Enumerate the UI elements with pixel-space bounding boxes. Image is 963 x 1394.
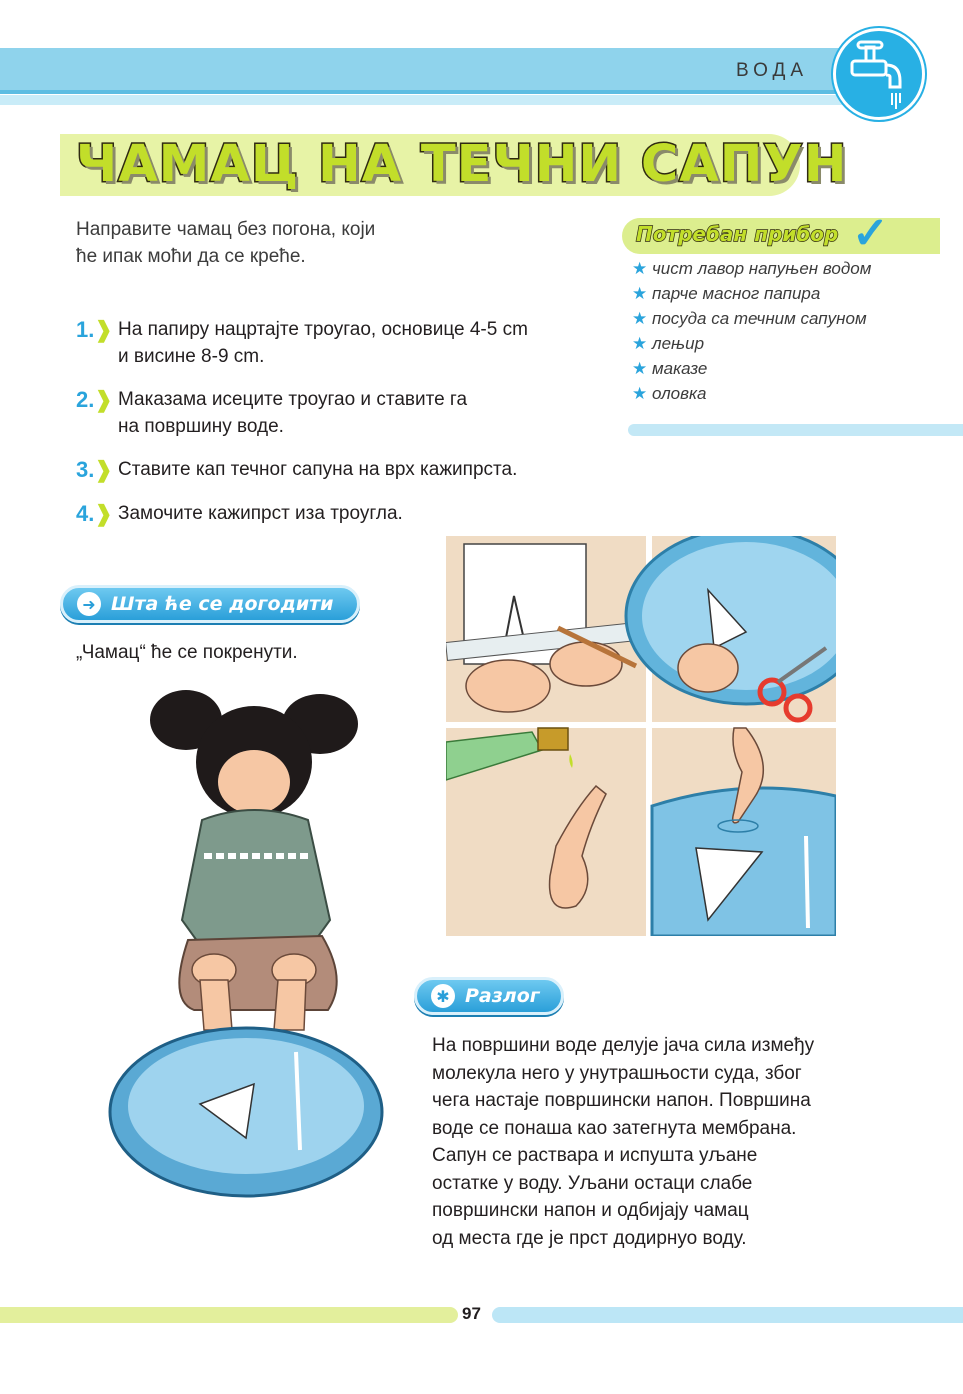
reason-line: чега настаје површински напон. Површина — [432, 1090, 811, 1111]
step-1 — [76, 316, 596, 370]
step-line: Ставите кап течног сапуна на врх кажипрста. — [118, 459, 518, 480]
star-icon: ★ — [632, 334, 648, 353]
step-number: 4.❱ — [76, 501, 113, 526]
section-label: ВОДА — [736, 60, 808, 81]
page-number: 97 — [462, 1304, 481, 1323]
header-bar-shadow — [0, 95, 860, 105]
step-number: 1.❱ — [76, 317, 113, 342]
list-item: ★ парче масног папира — [632, 281, 871, 306]
star-icon: ★ — [632, 309, 648, 328]
girl-with-basin-illustration — [108, 680, 408, 1280]
step-line: На папиру нацртајте троугао, основице 4-5 cm — [118, 319, 528, 340]
reason-label: Разлог — [465, 985, 540, 1007]
header-bar — [0, 48, 840, 94]
intro-line: Направите чамац без погона, који — [76, 219, 376, 240]
intro-line: ће ипак моћи да се креће. — [76, 246, 306, 267]
tools-bottom-bar — [628, 424, 963, 436]
what-happens-badge — [60, 585, 360, 623]
steps-illustration — [446, 536, 836, 936]
reason-line: од места где је прст додирнуо воду. — [432, 1227, 747, 1249]
footer-bar-left — [0, 1307, 458, 1323]
arrow-right-icon: ➜ — [77, 592, 101, 616]
step-line: Маказама исеците троугао и ставите га — [118, 389, 468, 410]
what-happens-label: Шта ће се догодити — [111, 593, 334, 615]
step-number: 3.❱ — [76, 457, 113, 482]
reason-badge — [414, 977, 564, 1015]
step-4 — [76, 500, 596, 527]
reason-line: остатке у воду. Уљани остаци слабе — [432, 1172, 753, 1194]
reason-line: површински напон и одбијају чамац — [432, 1200, 749, 1221]
step-number: 2.❱ — [76, 387, 113, 412]
star-icon: ★ — [632, 259, 648, 278]
reason-text — [432, 1032, 892, 1252]
list-item: ★ маказе — [632, 356, 871, 381]
tools-title: Потребан прибор — [636, 222, 839, 246]
star-icon: ★ — [632, 284, 648, 303]
step-line: Замочите кажипрст иза троугла. — [118, 503, 403, 524]
step-line: и висине 8-9 cm. — [118, 346, 265, 367]
list-item: ★ оловка — [632, 381, 871, 406]
star-icon: ★ — [632, 359, 648, 378]
intro-text — [76, 216, 436, 270]
reason-line: На површини воде делује јача сила између — [432, 1035, 815, 1056]
reason-line: воде се понаша као затегнута мембрана. — [432, 1117, 797, 1139]
list-item: ★ посуда са течним сапуном — [632, 306, 871, 331]
step-line: на површину воде. — [118, 416, 284, 437]
page-title: ЧАМАЦ НА ТЕЧНИ САПУН — [76, 135, 848, 194]
checkmark-icon: ✓ — [852, 209, 889, 258]
water-tap-icon — [833, 28, 925, 120]
result-text: „Чамац“ ће се покренути. — [76, 642, 298, 663]
list-item: ★ чист лавор напуњен водом — [632, 256, 871, 281]
tools-list — [632, 256, 871, 406]
reason-line: молекула него у унутрашњости суда, због — [432, 1062, 802, 1084]
list-item: ★ лењир — [632, 331, 871, 356]
star-icon: ★ — [632, 384, 648, 403]
footer-bar-right — [492, 1307, 963, 1323]
step-3 — [76, 456, 596, 483]
step-2 — [76, 386, 596, 440]
reason-line: Сапун се раствара и испушта уљане — [432, 1145, 758, 1166]
gear-icon: ✱ — [431, 984, 455, 1008]
